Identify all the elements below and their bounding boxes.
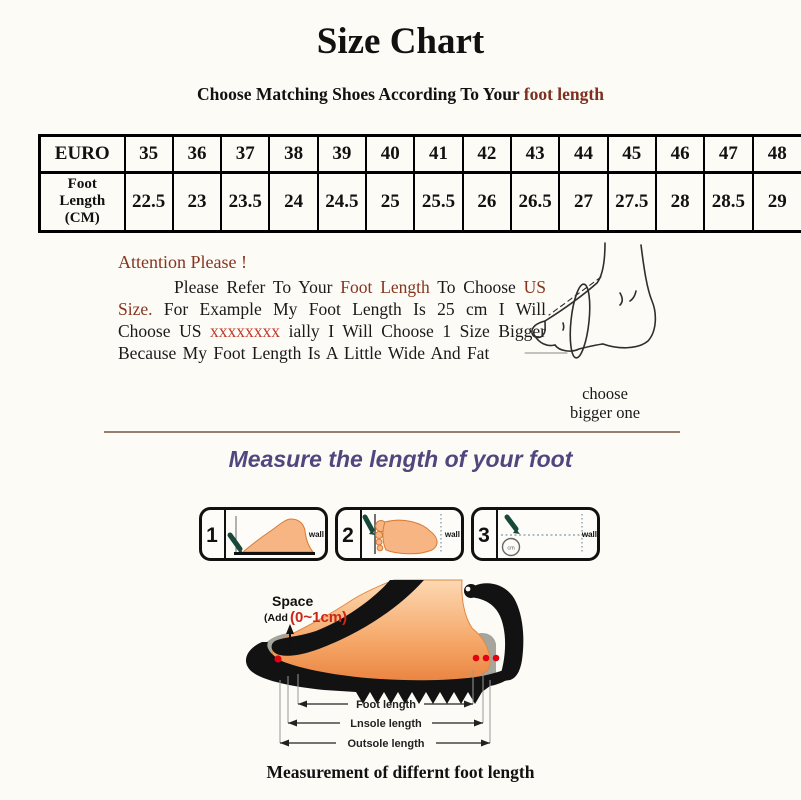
subtitle-text: Choose Matching Shoes According To Your <box>197 84 524 104</box>
wall-label: wall <box>308 530 324 539</box>
foot-length-cell: 27.5 <box>608 173 656 232</box>
wall-label: wall <box>581 530 597 539</box>
step-number: 2 <box>342 524 354 547</box>
euro-size-cell: 41 <box>414 136 462 173</box>
heel-hook-hole <box>466 587 471 592</box>
euro-size-cell: 47 <box>704 136 752 173</box>
wall-label: wall <box>444 530 460 539</box>
subtitle-highlight: foot length <box>523 84 604 104</box>
space-add-label: (Add <box>264 612 288 624</box>
attention-foot-length: Foot Length <box>340 277 430 297</box>
section-divider <box>104 431 680 433</box>
attention-text: For Example My Foot Length Is 25 cm I Will Choose US <box>118 299 546 342</box>
foot-length-cell: 26 <box>463 173 511 232</box>
euro-size-cell: 35 <box>125 136 173 173</box>
attention-text: Please Refer To Your <box>174 277 341 297</box>
outsole-length-label: Outsole length <box>347 738 425 750</box>
foot-length-cell: 25 <box>366 173 414 232</box>
shoe-measurement-diagram <box>228 578 576 760</box>
foot-length-cell: 23 <box>173 173 221 232</box>
foot-sketch-icon <box>523 241 693 381</box>
subtitle <box>0 84 801 105</box>
euro-size-cell: 38 <box>269 136 317 173</box>
attention-block <box>118 252 546 364</box>
measure-step-2 <box>334 506 465 562</box>
choose-bigger-line1: choose <box>582 384 628 403</box>
choose-bigger-line2: bigger one <box>569 403 641 422</box>
foot-length-row-header <box>40 173 125 232</box>
measure-heading: Measure the length of your foot <box>228 446 573 472</box>
euro-size-cell: 44 <box>559 136 607 173</box>
foot-length-row-header-text: Foot Length (CM) <box>59 175 106 227</box>
attention-censored: xxxxxxxx <box>210 321 281 342</box>
euro-size-cell: 46 <box>656 136 704 173</box>
euro-row <box>40 136 801 173</box>
bottom-caption: Measurement of differnt foot length <box>266 762 535 782</box>
euro-size-cell: 48 <box>753 136 801 173</box>
insole-length-label: Lnsole length <box>350 718 422 730</box>
tape-measure-icon <box>503 539 520 556</box>
foot-length-cell: 28 <box>656 173 704 232</box>
page-title: Size Chart <box>316 21 485 62</box>
euro-size-cell: 40 <box>366 136 414 173</box>
measure-step-1 <box>198 506 329 562</box>
foot-length-cell: 22.5 <box>125 173 173 232</box>
attention-heading: Attention Please ! <box>118 252 247 272</box>
euro-size-cell: 42 <box>463 136 511 173</box>
attention-paragraph <box>118 276 546 364</box>
space-range-label: (0~1cm) <box>290 609 348 626</box>
euro-size-cell: 36 <box>173 136 221 173</box>
foot-length-cell: 24 <box>269 173 317 232</box>
euro-size-cell: 37 <box>221 136 269 173</box>
foot-length-cell: 29 <box>753 173 801 232</box>
step-number: 3 <box>478 524 490 547</box>
euro-row-header: EURO <box>40 136 125 173</box>
foot-length-cell: 27 <box>559 173 607 232</box>
space-label: Space <box>272 593 314 609</box>
size-chart-table <box>38 134 801 233</box>
attention-text: To Choose <box>429 277 524 297</box>
foot-length-cell: 28.5 <box>704 173 752 232</box>
foot-length-cell: 26.5 <box>511 173 559 232</box>
foot-length-row <box>40 173 801 232</box>
choose-bigger-note <box>540 384 670 422</box>
tape-measure-label: cm <box>507 545 515 552</box>
attention-us-size: US Size. <box>118 277 546 320</box>
foot-length-cell: 23.5 <box>221 173 269 232</box>
euro-size-cell: 43 <box>511 136 559 173</box>
euro-size-cell: 39 <box>318 136 366 173</box>
foot-length-cell: 25.5 <box>414 173 462 232</box>
foot-length-label: Foot length <box>356 699 416 711</box>
measure-step-3 <box>470 506 601 562</box>
attention-text: ially I Will Choose 1 Size Bigger Because My Foot Length Is A Little Wide And Fat <box>118 321 547 364</box>
measure-steps <box>198 506 601 562</box>
euro-size-cell: 45 <box>608 136 656 173</box>
foot-length-cell: 24.5 <box>318 173 366 232</box>
step-number: 1 <box>206 524 218 547</box>
